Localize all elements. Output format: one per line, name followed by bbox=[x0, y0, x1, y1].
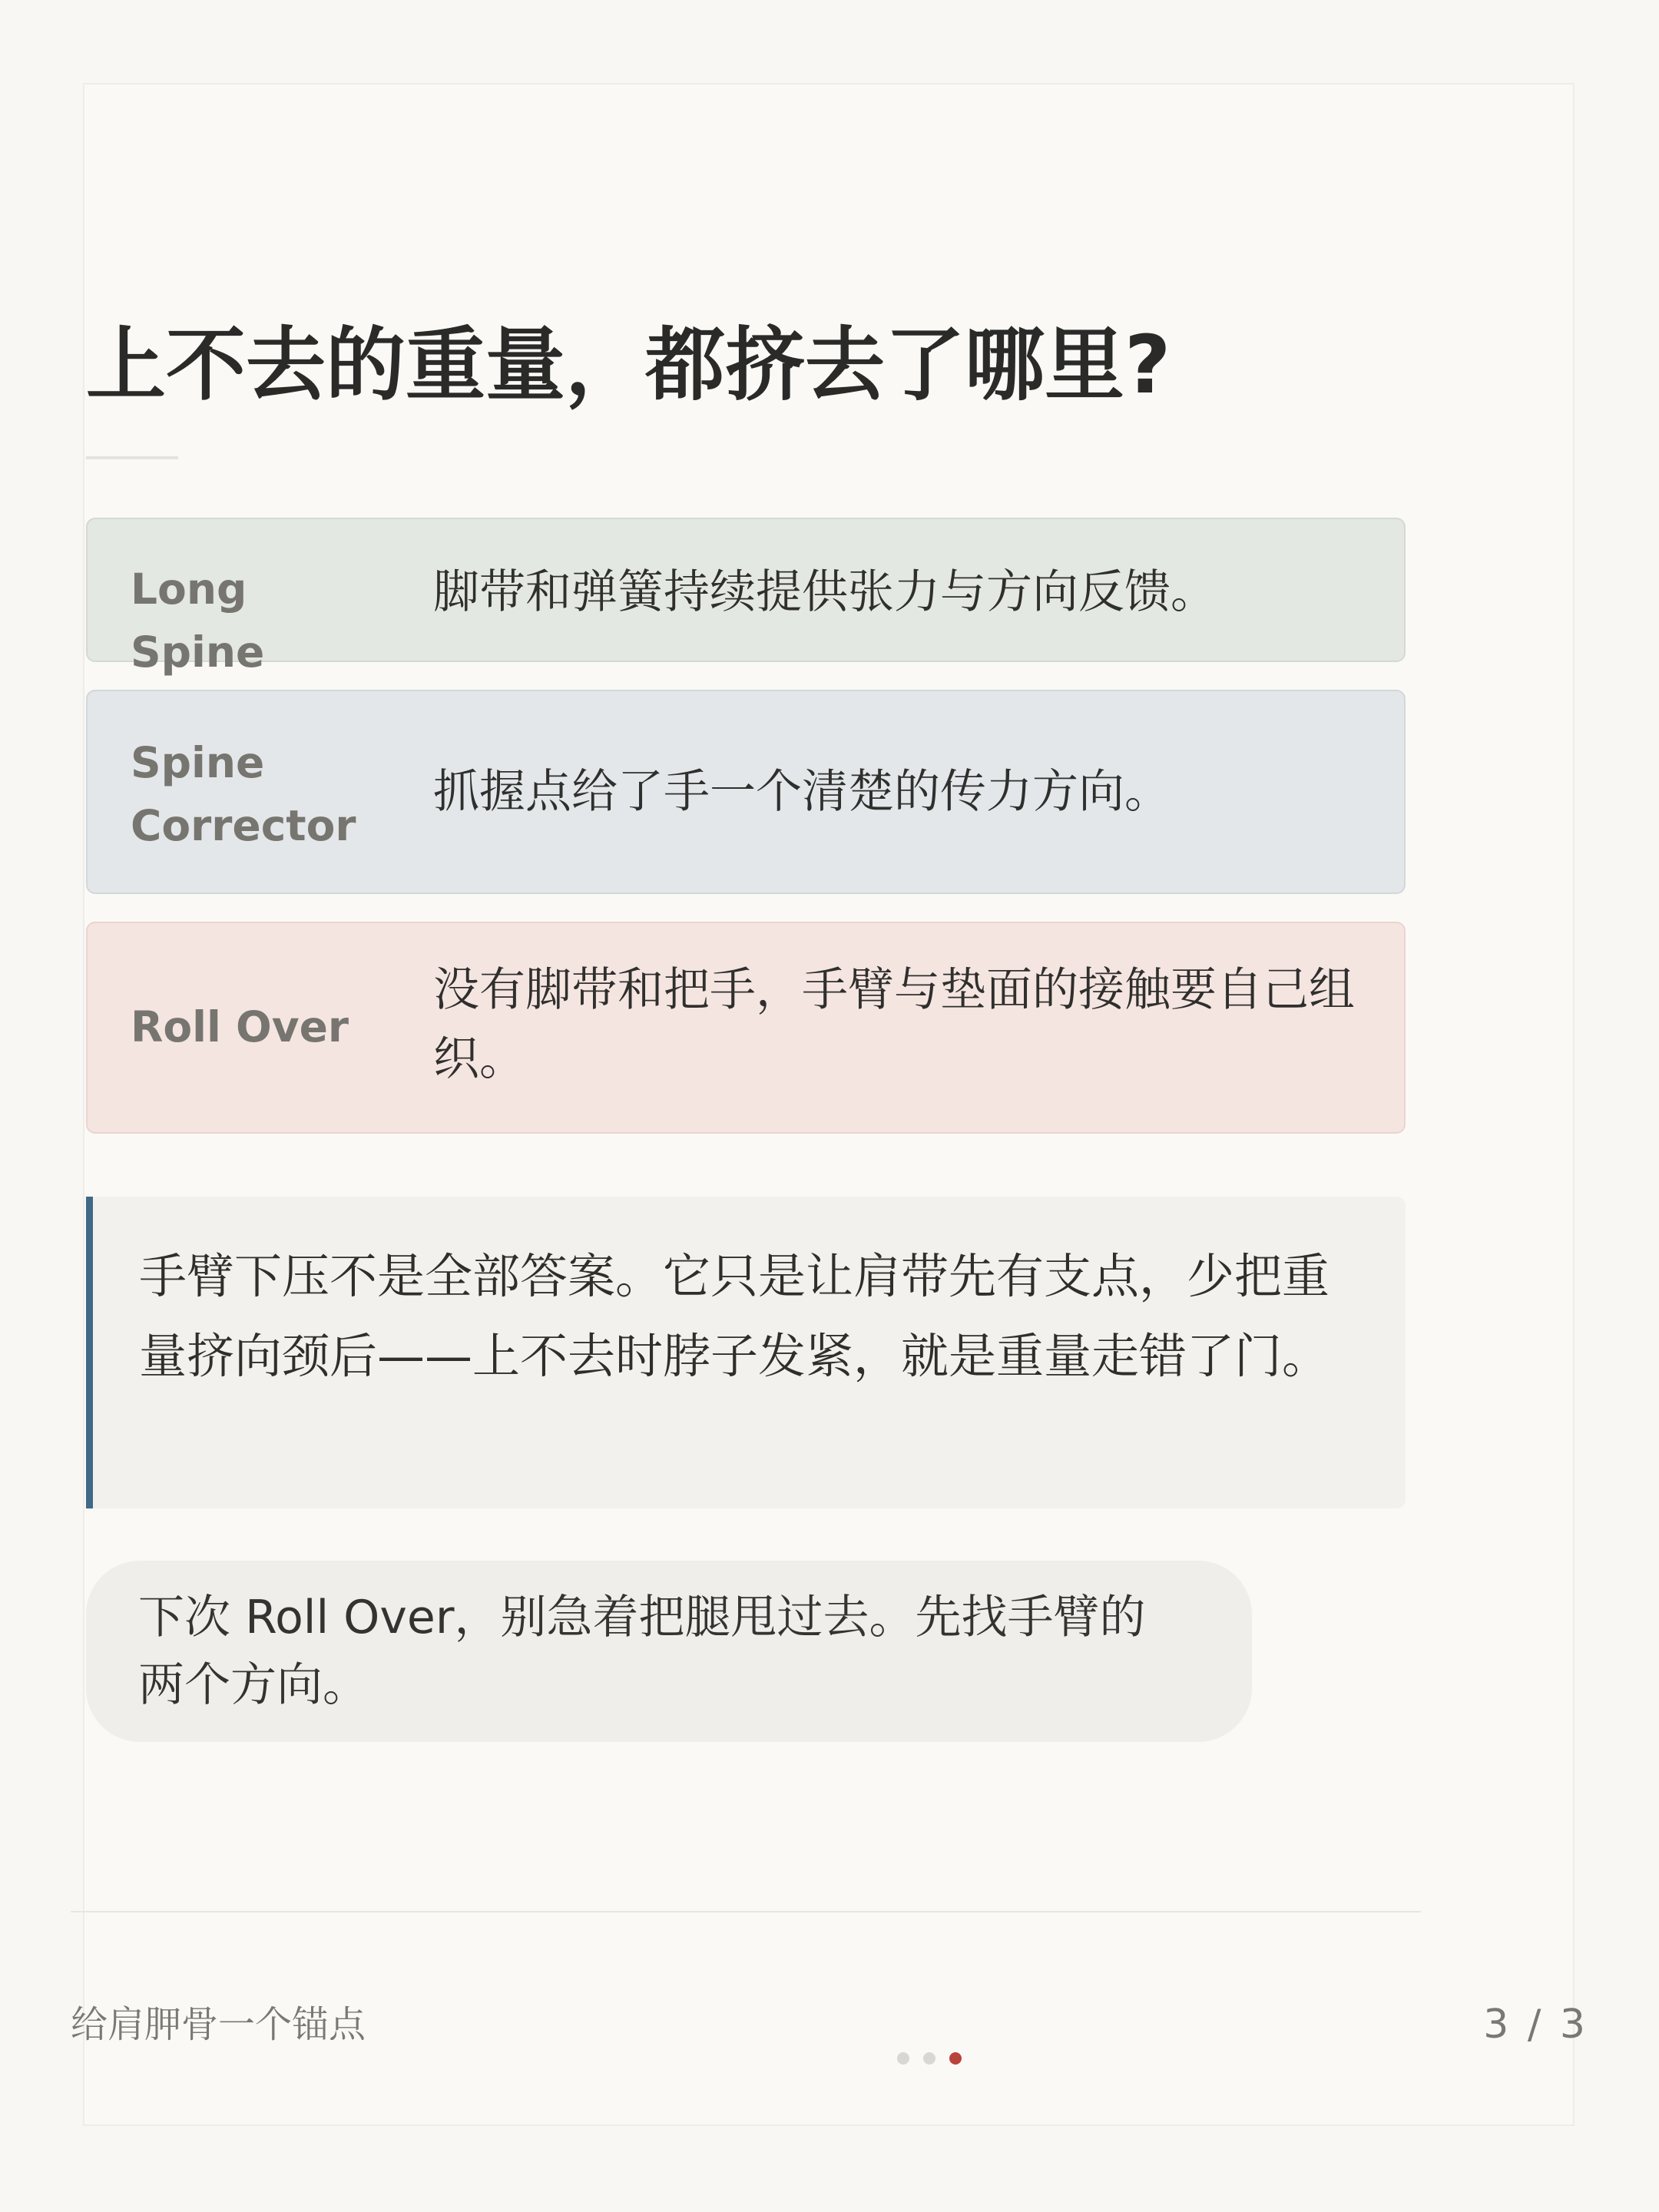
page-title: 上不去的重量，都挤去了哪里? bbox=[86, 318, 1171, 412]
key-point-quote: 手臂下压不是全部答案。它只是让肩带先有支点，少把重量挤向颈后——上不去时脖子发紧，就是重量走错了门。 bbox=[86, 1197, 1406, 1508]
page-dot bbox=[897, 2052, 909, 2065]
row-label: Roll Over bbox=[131, 1002, 349, 1051]
series-title: 给肩胛骨一个锚点 bbox=[71, 2003, 366, 2046]
row-description: 没有脚带和把手，手臂与垫面的接触要自己组织。 bbox=[433, 963, 1355, 1086]
row-description: 抓握点给了手一个清楚的传力方向。 bbox=[433, 765, 1171, 819]
footer-divider bbox=[71, 1911, 1421, 1912]
row-label: Long Spine bbox=[131, 565, 265, 677]
title-underline bbox=[86, 456, 178, 459]
row-description: 脚带和弹簧持续提供张力与方向反馈。 bbox=[433, 565, 1217, 619]
row-label: Spine Corrector bbox=[131, 738, 356, 850]
page-dots bbox=[897, 2052, 962, 2065]
comparison-row-roll-over bbox=[86, 922, 1406, 1134]
comparison-row-spine-corrector bbox=[86, 690, 1406, 894]
page-indicator: 3 / 3 bbox=[1483, 2002, 1588, 2048]
page-dot-active bbox=[949, 2052, 962, 2065]
comparison-row-long-spine bbox=[86, 518, 1406, 677]
page-dot bbox=[923, 2052, 935, 2065]
takeaway-bubble: 下次 Roll Over，别急着把腿甩过去。先找手臂的两个方向。 bbox=[86, 1561, 1252, 1742]
